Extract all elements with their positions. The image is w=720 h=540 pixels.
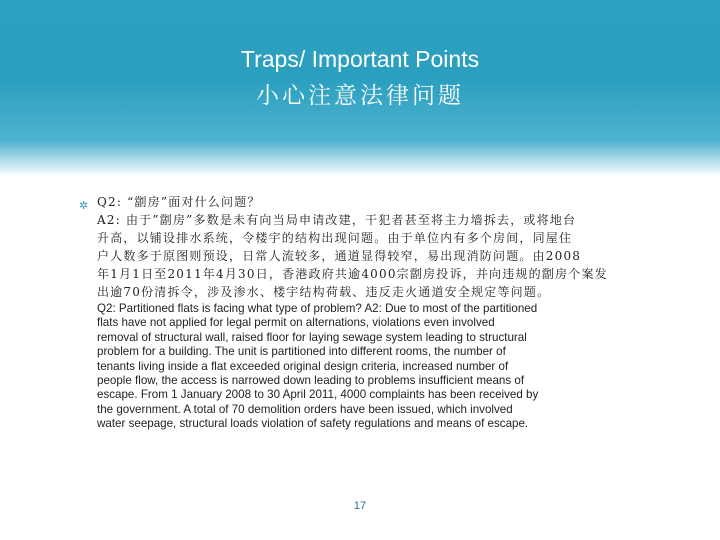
- chinese-line: 升高，以铺设排水系统，令楼宇的结构出现问题。由于单位内有多个房间，同屋住: [97, 231, 573, 245]
- chinese-line: 出逾70份清拆令，涉及渗水、楼宇结构荷载、违反走火通道安全规定等问题。: [97, 285, 551, 299]
- slide-title: Traps/ Important Points: [240, 46, 480, 72]
- chinese-line: 户人数多于原图则预设，日常人流较多，通道显得较窄，易出现消防问题。由2008: [97, 249, 582, 263]
- chinese-paragraph: [97, 193, 657, 301]
- slide-subtitle: 小心注意法律问题: [256, 83, 464, 109]
- page-number: 17: [353, 500, 367, 512]
- chinese-line: 年1月1日至2011年4月30日，香港政府共逾4000宗劏房投诉，并向违规的劏房个案发: [97, 267, 608, 281]
- english-line: Q2: Partitioned flats is facing what type of problem? A2: Due to most of the partitioned: [97, 302, 538, 315]
- chinese-line: Q2: “劏房”面对什么问题？: [97, 195, 261, 209]
- english-line: problem for a building. The unit is partitioned into different rooms, the number of: [97, 345, 506, 359]
- english-line: water seepage, structural loads violation of safety regulations and means of escape.: [97, 417, 529, 431]
- english-line: tenants living inside a flat exceeded original design criteria, increased number of: [97, 359, 509, 373]
- english-line: escape. From 1 January 2008 to 30 April 2011, 4000 complaints has been received by: [97, 388, 539, 402]
- english-line: flats have not applied for legal permit on alternations, violations even involved: [97, 316, 495, 330]
- english-paragraph: [97, 302, 637, 432]
- english-line: removal of structural wall, raised floor for laying sewage system leading to structural: [97, 330, 527, 344]
- english-line: people flow, the access is narrowed down leading to problems insufficient means of: [97, 374, 525, 388]
- chinese-line: A2: 由于”劏房”多数是未有向当局申请改建，干犯者甚至将主力墙拆去，或将地台: [97, 213, 577, 227]
- star-bullet-icon: ✲: [79, 199, 89, 212]
- english-line: the government. A total of 70 demolition orders have been issued, which involved: [97, 402, 513, 416]
